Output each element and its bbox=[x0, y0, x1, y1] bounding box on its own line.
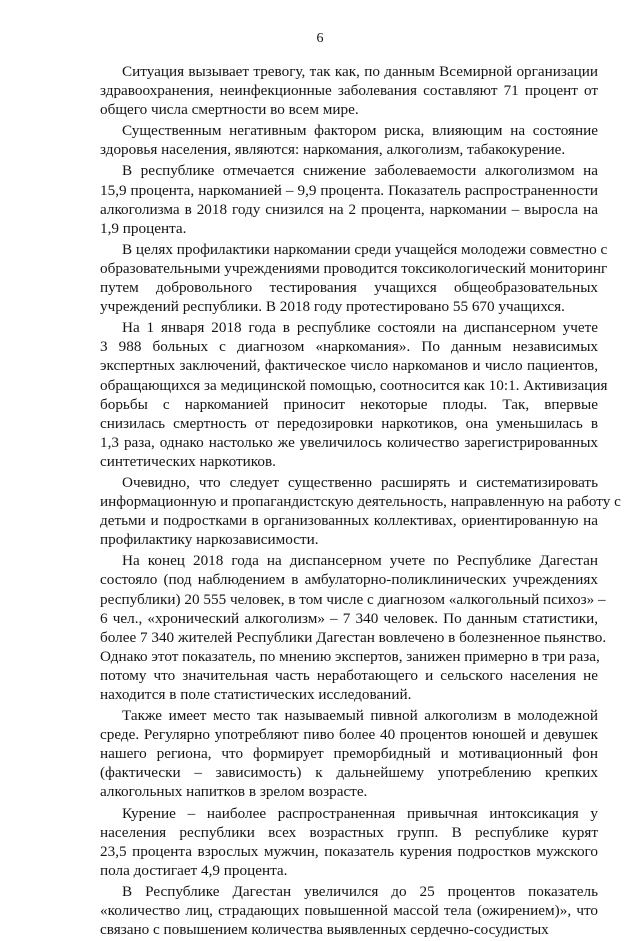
text-line: экспертных заключений, фактическое число наркоманов и число пациентов, bbox=[100, 357, 598, 375]
text-line: 1,9 процента. bbox=[100, 219, 187, 237]
text-line: Ситуация вызывает тревогу, так как, по данным Всемирной организации bbox=[122, 63, 598, 80]
text-line: 23,5 процента взрослых мужчин, показатель курения подростков мужского bbox=[100, 842, 598, 860]
paragraph bbox=[100, 240, 608, 316]
text-line: обращающихся за медицинской помощью, соотносится как 10:1. Активизация bbox=[100, 376, 608, 394]
text-line: алкогольных напитков в зрелом возрасте. bbox=[100, 783, 368, 801]
text-line: снизилась смертность от передозировки наркотиков, она уменьшилась в bbox=[100, 414, 598, 432]
text-line: На 1 января 2018 года в республике состояли на диспансерном учете bbox=[122, 319, 598, 337]
text-line: населения республики всех возрастных групп. В республике курят bbox=[100, 823, 598, 841]
text-line: состояло (под наблюдением в амбулаторно-поликлинических учреждениях bbox=[100, 571, 598, 589]
text-line: среде. Регулярно употребляют пиво более 40 процентов юношей и девушек bbox=[100, 726, 598, 744]
document-body bbox=[100, 62, 621, 941]
paragraph bbox=[100, 551, 607, 704]
text-line: связано с повышением количества выявленных сердечно-сосудистых bbox=[100, 921, 549, 939]
paragraph bbox=[100, 706, 598, 801]
text-line: Также имеет место так называемый пивной алкоголизм в молодежной bbox=[122, 707, 598, 725]
text-line: путем добровольного тестирования учащихся общеобразовательных bbox=[100, 279, 598, 297]
text-line: синтетических наркотиков. bbox=[100, 452, 276, 470]
paragraph bbox=[100, 804, 598, 880]
paragraph bbox=[100, 473, 621, 549]
text-line: более 7 340 жителей Республики Дагестан вовлечено в болезненное пьянство. bbox=[100, 628, 607, 646]
text-line: профилактику наркозависимости. bbox=[100, 531, 319, 549]
text-line: Курение – наиболее распространенная привычная интоксикация у bbox=[122, 804, 598, 822]
text-line: образовательными учреждениями проводится токсикологический мониторинг bbox=[100, 259, 608, 277]
paragraph bbox=[100, 62, 598, 119]
text-line: нашего региона, что формирует преморбидный и мотивационный фон bbox=[100, 745, 598, 763]
text-line: (фактически – зависимость) к дальнейшему употреблению крепких bbox=[100, 764, 598, 782]
text-line: В республике отмечается снижение заболеваемости алкоголизмом на bbox=[122, 162, 598, 180]
paragraph bbox=[100, 318, 608, 471]
text-line: пола достигает 4,9 процента. bbox=[100, 861, 288, 879]
text-line: алкоголизма в 2018 году снизился на 2 процента, наркомании – выросла на bbox=[100, 200, 598, 218]
text-line: информационную и пропагандистскую деятельность, направленную на работу с bbox=[100, 493, 621, 511]
text-line: учреждений республики. В 2018 году протестировано 55 670 учащихся. bbox=[100, 298, 565, 316]
text-line: Очевидно, что следует существенно расширять и систематизировать bbox=[122, 473, 598, 491]
text-line: 3 988 больных с диагнозом «наркомания». По данным независимых bbox=[100, 338, 598, 356]
text-line: В Республике Дагестан увеличился до 25 процентов показатель bbox=[122, 882, 598, 900]
text-line: детьми и подростками в организованных коллективах, ориентированную на bbox=[100, 512, 598, 530]
text-line: Существенным негативным фактором риска, влияющим на состояние bbox=[122, 122, 598, 140]
text-line: Однако этот показатель, по мнению экспертов, занижен примерно в три раза, bbox=[100, 647, 600, 665]
text-line: «количество лиц, страдающих повышенной массой тела (ожирением)», что bbox=[100, 902, 598, 920]
text-line: На конец 2018 года на диспансерном учете по Республике Дагестан bbox=[122, 552, 598, 570]
paragraph bbox=[100, 121, 598, 159]
text-line: борьбы с наркоманией приносит некоторые плоды. Так, впервые bbox=[100, 395, 598, 413]
text-line: республики) 20 555 человек, в том числе с диагнозом «алкогольный психоз» – bbox=[100, 590, 606, 608]
text-line: здравоохранения, неинфекционные заболевания составляют 71 процент от bbox=[100, 82, 598, 100]
text-line: 15,9 процента, наркоманией – 9,9 процента. Показатель распространенности bbox=[100, 181, 598, 199]
page-number: 6 bbox=[316, 31, 324, 46]
text-line: В целях профилактики наркомании среди учащейся молодежи совместно с bbox=[122, 240, 608, 258]
text-line: общего числа смертности во всем мире. bbox=[100, 101, 359, 119]
text-line: 6 чел., «хронический алкоголизм» – 7 340 человек. По данным статистики, bbox=[100, 609, 598, 627]
paragraph bbox=[100, 882, 598, 939]
text-line: потому что значительная часть неработающего и сельского населения не bbox=[100, 666, 598, 684]
text-line: находится в поле статистических исследований. bbox=[100, 686, 412, 703]
text-line: 1,3 раза, однако настолько же увеличилось количество зарегистрированных bbox=[100, 433, 598, 451]
paragraph bbox=[100, 161, 598, 237]
text-line: здоровья населения, являются: наркомания, алкоголизм, табакокурение. bbox=[100, 141, 566, 159]
